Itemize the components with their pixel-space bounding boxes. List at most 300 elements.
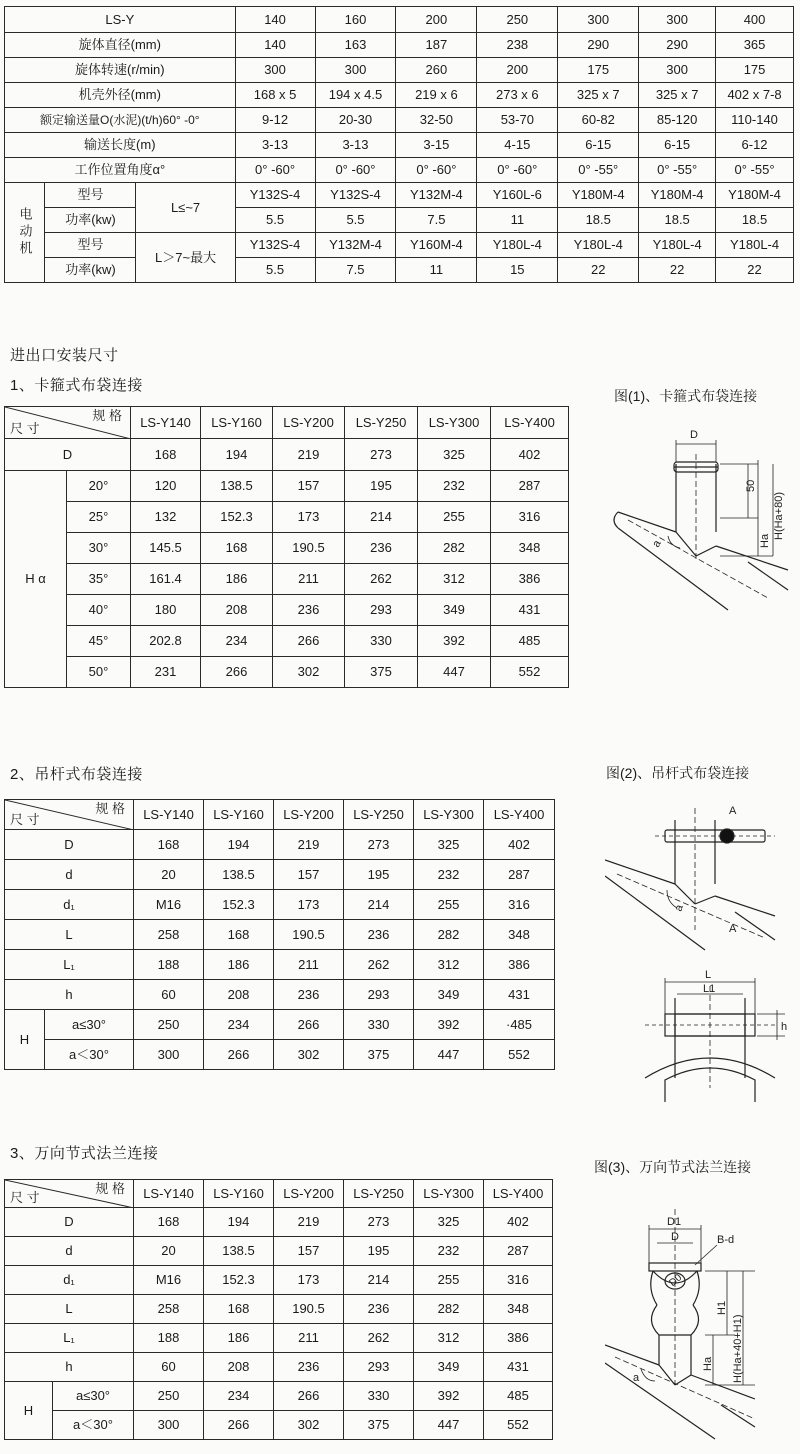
table-cell: 392: [414, 1382, 484, 1411]
spec-cell: 290: [639, 33, 716, 58]
spec-cell: 273 x 6: [477, 83, 558, 108]
spec-row: [5, 133, 794, 158]
table-cell: 485: [491, 626, 569, 657]
section1-table: [4, 406, 569, 688]
table-cell: 236: [273, 595, 345, 626]
table-cell: M16: [134, 1266, 204, 1295]
motor-cell: Y180L-4: [716, 233, 794, 258]
fig2-label-a-top: A: [729, 805, 737, 817]
table-cell: 287: [484, 1237, 553, 1266]
fig1-label-h: H(Ha+80): [773, 492, 785, 540]
condition-label: a≤30°: [53, 1382, 134, 1411]
corner-top-label: 规 格: [95, 1181, 125, 1196]
table-cell: 402: [484, 830, 555, 860]
table-cell: 173: [274, 890, 344, 920]
table-cell: 173: [273, 502, 345, 533]
row-label: h: [5, 1353, 134, 1382]
table-cell: 330: [345, 626, 418, 657]
motor-range: L＞7~最大: [136, 233, 235, 283]
spec-cell: 300: [639, 58, 716, 83]
motor-cell: Y180M-4: [639, 183, 716, 208]
corner-top-label: 规 格: [92, 408, 122, 423]
table-cell: 219: [274, 830, 344, 860]
fig2-label-h: h: [781, 1021, 788, 1033]
table-cell: 349: [414, 980, 484, 1010]
spec-cell: 300: [235, 58, 315, 83]
column-header: LS-Y200: [273, 407, 345, 439]
table-cell: 236: [344, 920, 414, 950]
table-cell: 386: [491, 564, 569, 595]
spec-cell: 260: [396, 58, 477, 83]
table-cell: 300: [134, 1040, 204, 1070]
fig3-label-d1: D1: [667, 1216, 682, 1228]
table-row: [5, 1010, 555, 1040]
motor-cell: 5.5: [235, 208, 315, 233]
table-cell: 255: [414, 890, 484, 920]
table-cell: 287: [491, 471, 569, 502]
row-label: d: [5, 860, 134, 890]
column-header: LS-Y160: [204, 1180, 274, 1208]
spec-row-label: 机壳外径(mm): [5, 83, 236, 108]
table-row: [5, 502, 569, 533]
table-cell: ·485: [484, 1010, 555, 1040]
column-header: LS-Y400: [491, 407, 569, 439]
motor-cell: 7.5: [396, 208, 477, 233]
table-cell: 325: [414, 1208, 484, 1237]
table-cell: 195: [345, 471, 418, 502]
table-cell: 262: [344, 1324, 414, 1353]
spec-cell: 140: [235, 33, 315, 58]
table-cell: 194: [204, 1208, 274, 1237]
condition-label: a＜30°: [53, 1411, 134, 1440]
corner-top-label: 规 格: [95, 801, 125, 816]
table-cell: 266: [273, 626, 345, 657]
table-cell: 250: [134, 1382, 204, 1411]
table-cell: 282: [418, 533, 491, 564]
motor-cell: 5.5: [235, 258, 315, 283]
spec-cell: 163: [315, 33, 396, 58]
column-header: LS-Y400: [484, 1180, 553, 1208]
table-cell: 194: [204, 830, 274, 860]
table-cell: 266: [201, 657, 273, 688]
column-header: LS-Y250: [345, 407, 418, 439]
table-cell: 552: [484, 1040, 555, 1070]
section1-header-row: [5, 407, 569, 439]
table-cell: 293: [344, 980, 414, 1010]
table-cell: 188: [134, 950, 204, 980]
spec-header-cell: 250: [477, 7, 558, 33]
table-cell: 266: [274, 1382, 344, 1411]
table-cell: 161.4: [131, 564, 201, 595]
angle-label: 45°: [67, 626, 131, 657]
motor-cell: 15: [477, 258, 558, 283]
table-cell: 392: [418, 626, 491, 657]
table-cell: 152.3: [204, 1266, 274, 1295]
figure3-title: 图(3)、万向节式法兰连接: [594, 1159, 752, 1175]
motor-cell: 22: [639, 258, 716, 283]
angle-label: 50°: [67, 657, 131, 688]
table-cell: 190.5: [273, 533, 345, 564]
angle-label: 30°: [67, 533, 131, 564]
spec-row-label: 旋体直径(mm): [5, 33, 236, 58]
table-cell: 186: [204, 950, 274, 980]
spec-cell: 219 x 6: [396, 83, 477, 108]
table-cell: 287: [484, 860, 555, 890]
motor-cell: 18.5: [639, 208, 716, 233]
table-cell: 316: [484, 1266, 553, 1295]
table-cell: 20: [134, 1237, 204, 1266]
figure2-title: 图(2)、吊杆式布袋连接: [606, 765, 750, 781]
table-cell: 258: [134, 1295, 204, 1324]
table-cell: 138.5: [204, 1237, 274, 1266]
table-row: [5, 439, 569, 471]
condition-label: a≤30°: [45, 1010, 134, 1040]
table-cell: M16: [134, 890, 204, 920]
corner-bottom-label: 尺 寸: [10, 421, 40, 437]
fig3-label-ha: Ha: [702, 1356, 714, 1371]
table-cell: 236: [274, 1353, 344, 1382]
table-cell: 402: [491, 439, 569, 471]
section3-header-row: [5, 1180, 553, 1208]
fig3-label-bd: B-d: [717, 1234, 735, 1246]
column-header: LS-Y250: [344, 1180, 414, 1208]
table-cell: 60: [134, 1353, 204, 1382]
table-cell: 190.5: [274, 920, 344, 950]
section2-header-row: [5, 800, 555, 830]
table-cell: 485: [484, 1382, 553, 1411]
motor-cell: Y132M-4: [315, 233, 396, 258]
fig2-label-l: L: [705, 969, 712, 981]
fig2-label-l1: L1: [703, 983, 716, 995]
spec-cell: 20-30: [315, 108, 396, 133]
figure2-diagram-top: [605, 800, 795, 960]
table-cell: 168: [204, 920, 274, 950]
spec-cell: 6-15: [558, 133, 639, 158]
table-cell: 349: [414, 1353, 484, 1382]
table-cell: 173: [274, 1266, 344, 1295]
spec-header-row: [5, 7, 794, 33]
table-cell: 157: [273, 471, 345, 502]
spec-cell: 60-82: [558, 108, 639, 133]
table-row: [5, 1382, 553, 1411]
spec-cell: 402 x 7-8: [716, 83, 794, 108]
table-cell: 250: [134, 1010, 204, 1040]
table-cell: 431: [484, 980, 555, 1010]
spec-table: [4, 6, 794, 283]
motor-cell: Y132S-4: [235, 183, 315, 208]
table-row: [5, 830, 555, 860]
table-cell: 375: [345, 657, 418, 688]
table-row: [5, 950, 555, 980]
angle-label: 20°: [67, 471, 131, 502]
row-label: h: [5, 980, 134, 1010]
column-header: LS-Y200: [274, 800, 344, 830]
table-cell: 232: [414, 860, 484, 890]
motor-cell: 5.5: [315, 208, 396, 233]
motor-row: [5, 233, 794, 258]
motor-cell: Y180L-4: [477, 233, 558, 258]
section3-table: [4, 1179, 553, 1440]
section3-title: 3、万向节式法兰连接: [10, 1145, 159, 1162]
table-cell: 236: [345, 533, 418, 564]
h-alpha-label: H α: [5, 471, 67, 688]
motor-cell: Y160M-4: [396, 233, 477, 258]
spec-cell: 168 x 5: [235, 83, 315, 108]
table-cell: 211: [274, 950, 344, 980]
table-cell: 208: [204, 1353, 274, 1382]
table-cell: 349: [418, 595, 491, 626]
row-label: D: [5, 439, 131, 471]
fig3-label-h: H(Ha+40+H1): [732, 1314, 744, 1383]
table-row: [5, 1353, 553, 1382]
figure1-diagram: [608, 420, 798, 620]
table-cell: 186: [204, 1324, 274, 1353]
spec-row-label: 旋体转速(r/min): [5, 58, 236, 83]
motor-cell: Y132M-4: [396, 183, 477, 208]
section1-title: 1、卡箍式布袋连接: [10, 377, 143, 394]
table-cell: 60: [134, 980, 204, 1010]
motor-row: [5, 208, 794, 233]
table-row: [5, 920, 555, 950]
table-cell: 392: [414, 1010, 484, 1040]
table-cell: 180: [131, 595, 201, 626]
table-cell: 231: [131, 657, 201, 688]
h-label: H: [5, 1382, 53, 1440]
spec-cell: 110-140: [716, 108, 794, 133]
table-cell: 234: [201, 626, 273, 657]
table-cell: 375: [344, 1040, 414, 1070]
fig1-label-alpha: a: [650, 538, 664, 550]
table-cell: 447: [414, 1411, 484, 1440]
spec-cell: 175: [716, 58, 794, 83]
table-cell: 266: [204, 1040, 274, 1070]
spec-header-cell: 160: [315, 7, 396, 33]
spec-cell: 200: [477, 58, 558, 83]
table-cell: 186: [201, 564, 273, 595]
table-cell: 262: [345, 564, 418, 595]
fig1-label-ha: Ha: [759, 533, 771, 548]
spec-cell: 0° -55°: [639, 158, 716, 183]
table-cell: 152.3: [201, 502, 273, 533]
table-cell: 188: [134, 1324, 204, 1353]
table-cell: 325: [418, 439, 491, 471]
table-cell: 293: [345, 595, 418, 626]
table-cell: 348: [484, 1295, 553, 1324]
table-cell: 273: [345, 439, 418, 471]
table-cell: 300: [134, 1411, 204, 1440]
motor-cell: Y160L-6: [477, 183, 558, 208]
table-cell: 20: [134, 860, 204, 890]
table-cell: 219: [273, 439, 345, 471]
column-header: LS-Y140: [134, 800, 204, 830]
spec-cell: 194 x 4.5: [315, 83, 396, 108]
spec-cell: 290: [558, 33, 639, 58]
motor-cell: Y132S-4: [235, 233, 315, 258]
row-label: L₁: [5, 950, 134, 980]
column-header: LS-Y250: [344, 800, 414, 830]
spec-row: [5, 58, 794, 83]
table-cell: 312: [414, 1324, 484, 1353]
column-header: LS-Y140: [131, 407, 201, 439]
table-cell: 447: [418, 657, 491, 688]
motor-row: [5, 258, 794, 283]
spec-cell: 3-13: [235, 133, 315, 158]
table-row: [5, 1324, 553, 1353]
table-row: [5, 564, 569, 595]
motor-label: 电动机: [5, 183, 45, 283]
corner-cell: [5, 407, 131, 439]
fig2-label-alpha: a: [672, 903, 686, 914]
table-row: [5, 626, 569, 657]
table-cell: 255: [418, 502, 491, 533]
table-cell: 219: [274, 1208, 344, 1237]
motor-cell: 18.5: [558, 208, 639, 233]
table-cell: 168: [134, 1208, 204, 1237]
spec-cell: 0° -60°: [235, 158, 315, 183]
spec-cell: 0° -60°: [477, 158, 558, 183]
column-header: LS-Y300: [418, 407, 491, 439]
motor-cell: Y180L-4: [639, 233, 716, 258]
fig1-label-top: 50: [745, 479, 757, 492]
spec-cell: 325 x 7: [639, 83, 716, 108]
table-cell: 195: [344, 1237, 414, 1266]
table-cell: 214: [345, 502, 418, 533]
h-label: H: [5, 1010, 45, 1070]
motor-cell: 11: [396, 258, 477, 283]
motor-cell: Y180M-4: [716, 183, 794, 208]
spec-row: [5, 158, 794, 183]
section2-title: 2、吊杆式布袋连接: [10, 766, 143, 783]
corner-bottom-label: 尺 寸: [10, 1190, 40, 1206]
table-cell: 386: [484, 950, 555, 980]
spec-header-cell: 300: [639, 7, 716, 33]
table-cell: 302: [274, 1040, 344, 1070]
column-header: LS-Y300: [414, 1180, 484, 1208]
spec-row: [5, 83, 794, 108]
fig3-label-d: D: [671, 1231, 679, 1243]
column-header: LS-Y300: [414, 800, 484, 830]
row-label: D: [5, 1208, 134, 1237]
corner-bottom-label: 尺 寸: [10, 812, 40, 828]
spec-cell: 300: [315, 58, 396, 83]
spec-cell: 0° -60°: [396, 158, 477, 183]
table-cell: 402: [484, 1208, 553, 1237]
table-cell: 145.5: [131, 533, 201, 564]
angle-label: 40°: [67, 595, 131, 626]
spec-cell: 4-15: [477, 133, 558, 158]
table-cell: 552: [484, 1411, 553, 1440]
table-cell: 330: [344, 1010, 414, 1040]
figure2-diagram-bottom: [605, 968, 795, 1108]
fig2-label-a-bot: A: [729, 923, 737, 935]
motor-cell: 22: [716, 258, 794, 283]
table-cell: 202.8: [131, 626, 201, 657]
spec-cell: 0° -55°: [558, 158, 639, 183]
table-cell: 266: [204, 1411, 274, 1440]
angle-label: 35°: [67, 564, 131, 595]
motor-cell: 18.5: [716, 208, 794, 233]
table-cell: 236: [274, 980, 344, 1010]
table-row: [5, 533, 569, 564]
corner-cell: [5, 1180, 134, 1208]
motor-cell: 7.5: [315, 258, 396, 283]
table-cell: 152.3: [204, 890, 274, 920]
spec-row: [5, 33, 794, 58]
column-header: LS-Y140: [134, 1180, 204, 1208]
table-cell: 386: [484, 1324, 553, 1353]
spec-header-cell: 140: [235, 7, 315, 33]
motor-field-label: 型号: [45, 183, 136, 208]
table-cell: 282: [414, 920, 484, 950]
table-cell: 132: [131, 502, 201, 533]
spec-row-label: 工作位置角度α°: [5, 158, 236, 183]
row-label: L: [5, 920, 134, 950]
motor-cell: 22: [558, 258, 639, 283]
row-label: L₁: [5, 1324, 134, 1353]
table-row: [5, 1237, 553, 1266]
table-cell: 211: [273, 564, 345, 595]
table-cell: 138.5: [201, 471, 273, 502]
table-cell: 431: [491, 595, 569, 626]
table-cell: 236: [344, 1295, 414, 1324]
table-cell: 208: [204, 980, 274, 1010]
table-row: [5, 595, 569, 626]
corner-cell: [5, 800, 134, 830]
table-cell: 234: [204, 1010, 274, 1040]
table-cell: 312: [414, 950, 484, 980]
section2-table: [4, 799, 555, 1070]
figure1-title: 图(1)、卡箍式布袋连接: [614, 388, 758, 404]
table-cell: 168: [131, 439, 201, 471]
table-row: [5, 860, 555, 890]
table-cell: 348: [491, 533, 569, 564]
spec-row: [5, 108, 794, 133]
spec-cell: 3-13: [315, 133, 396, 158]
spec-cell: 187: [396, 33, 477, 58]
table-cell: 316: [484, 890, 555, 920]
column-header: LS-Y400: [484, 800, 555, 830]
column-header: LS-Y200: [274, 1180, 344, 1208]
table-cell: 273: [344, 830, 414, 860]
spec-cell: 325 x 7: [558, 83, 639, 108]
table-row: [5, 471, 569, 502]
table-cell: 157: [274, 1237, 344, 1266]
table-cell: 330: [344, 1382, 414, 1411]
spec-cell: 238: [477, 33, 558, 58]
motor-cell: 11: [477, 208, 558, 233]
row-label: d: [5, 1237, 134, 1266]
table-row: [5, 890, 555, 920]
table-cell: 312: [418, 564, 491, 595]
table-cell: 255: [414, 1266, 484, 1295]
table-cell: 168: [204, 1295, 274, 1324]
column-header: LS-Y160: [201, 407, 273, 439]
table-cell: 431: [484, 1353, 553, 1382]
column-header: LS-Y160: [204, 800, 274, 830]
table-cell: 375: [344, 1411, 414, 1440]
table-cell: 552: [491, 657, 569, 688]
table-cell: 316: [491, 502, 569, 533]
spec-cell: 85-120: [639, 108, 716, 133]
row-label: d₁: [5, 890, 134, 920]
table-row: [5, 1411, 553, 1440]
motor-field-label: 功率(kw): [45, 258, 136, 283]
spec-cell: 9-12: [235, 108, 315, 133]
table-row: [5, 1040, 555, 1070]
table-cell: 266: [274, 1010, 344, 1040]
fig3-label-d0: D0: [667, 1272, 685, 1289]
motor-cell: Y132S-4: [315, 183, 396, 208]
